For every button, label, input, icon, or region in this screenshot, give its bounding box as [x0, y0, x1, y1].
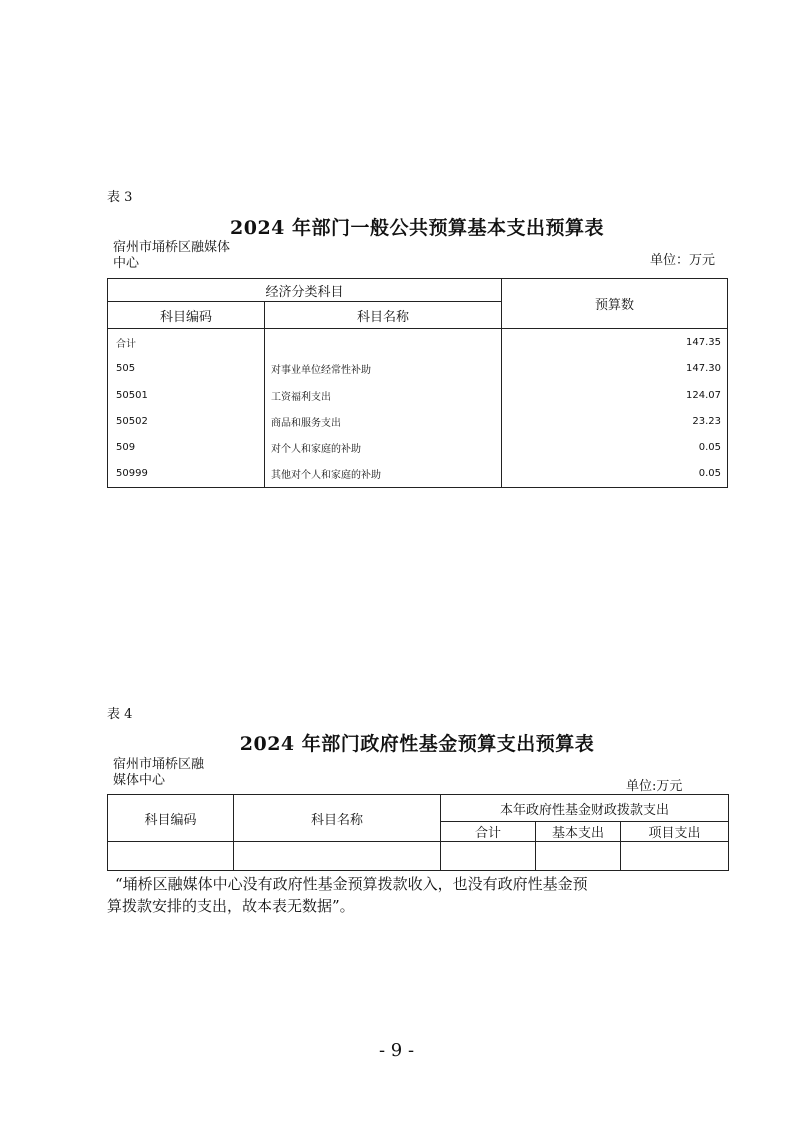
table4-org-line2: 媒体中心 [113, 773, 166, 788]
row-amount: 147.35 [502, 329, 728, 356]
row-amount: 23.23 [502, 408, 728, 434]
table-row [108, 842, 729, 871]
row-name: 对个人和家庭的补助 [265, 434, 502, 460]
header-subject-name: 科目名称 [265, 302, 502, 329]
header-subject-code: 科目编码 [108, 302, 265, 329]
header-subject-code: 科目编码 [108, 795, 234, 842]
table3-unit: 单位：万元 [650, 253, 716, 268]
header-basic-expenditure: 基本支出 [536, 822, 621, 842]
row-code: 合计 [108, 329, 265, 356]
empty-cell [536, 842, 621, 871]
row-amount: 0.05 [502, 434, 728, 460]
table3-title: 2024 年部门一般公共预算基本支出预算表 [230, 217, 604, 239]
table-row [108, 356, 728, 382]
row-amount: 0.05 [502, 461, 728, 488]
empty-cell [108, 842, 234, 871]
row-amount: 147.30 [502, 356, 728, 382]
empty-cell [621, 842, 729, 871]
row-name: 对事业单位经常性补助 [265, 356, 502, 382]
basic-expenditure-table [107, 278, 728, 488]
table-row [108, 434, 728, 460]
header-subject-name: 科目名称 [234, 795, 441, 842]
note-line-2: 算拨款安排的支出，故本表无数据”。 [107, 897, 355, 915]
row-code: 50502 [108, 408, 265, 434]
table-row [108, 329, 728, 356]
row-code: 50999 [108, 461, 265, 488]
row-name: 工资福利支出 [265, 382, 502, 408]
note-line-1: “埇桥区融媒体中心没有政府性基金预算拨款收入，也没有政府性基金预 [115, 875, 588, 893]
empty-cell [234, 842, 441, 871]
table3-org-line2: 中心 [113, 256, 140, 271]
row-amount: 124.07 [502, 382, 728, 408]
table4-org-line1: 宿州市埇桥区融 [113, 757, 205, 772]
empty-cell [441, 842, 536, 871]
table4-org [113, 757, 204, 789]
row-name [265, 329, 502, 356]
header-total: 合计 [441, 822, 536, 842]
header-fund-appropriation: 本年政府性基金财政拨款支出 [441, 795, 729, 822]
row-code: 509 [108, 434, 265, 460]
government-fund-table [107, 794, 729, 871]
table-row [108, 408, 728, 434]
page-number: - 9 - [378, 1040, 415, 1061]
table4-title: 2024 年部门政府性基金预算支出预算表 [239, 733, 595, 755]
row-code: 50501 [108, 382, 265, 408]
row-code: 505 [108, 356, 265, 382]
header-project-expenditure: 项目支出 [621, 822, 729, 842]
no-data-note [107, 873, 732, 917]
row-name: 其他对个人和家庭的补助 [265, 461, 502, 488]
table4-unit: 单位:万元 [626, 779, 683, 794]
table3-label: 表 3 [107, 190, 133, 205]
table3-org [113, 240, 230, 272]
table-row [108, 382, 728, 408]
table3-org-line1: 宿州市埇桥区融媒体 [113, 240, 231, 255]
table-row [108, 461, 728, 488]
header-economic-classification: 经济分类科目 [108, 279, 502, 302]
table4-label: 表 4 [107, 707, 133, 722]
row-name: 商品和服务支出 [265, 408, 502, 434]
header-budget-amount: 预算数 [502, 279, 728, 329]
